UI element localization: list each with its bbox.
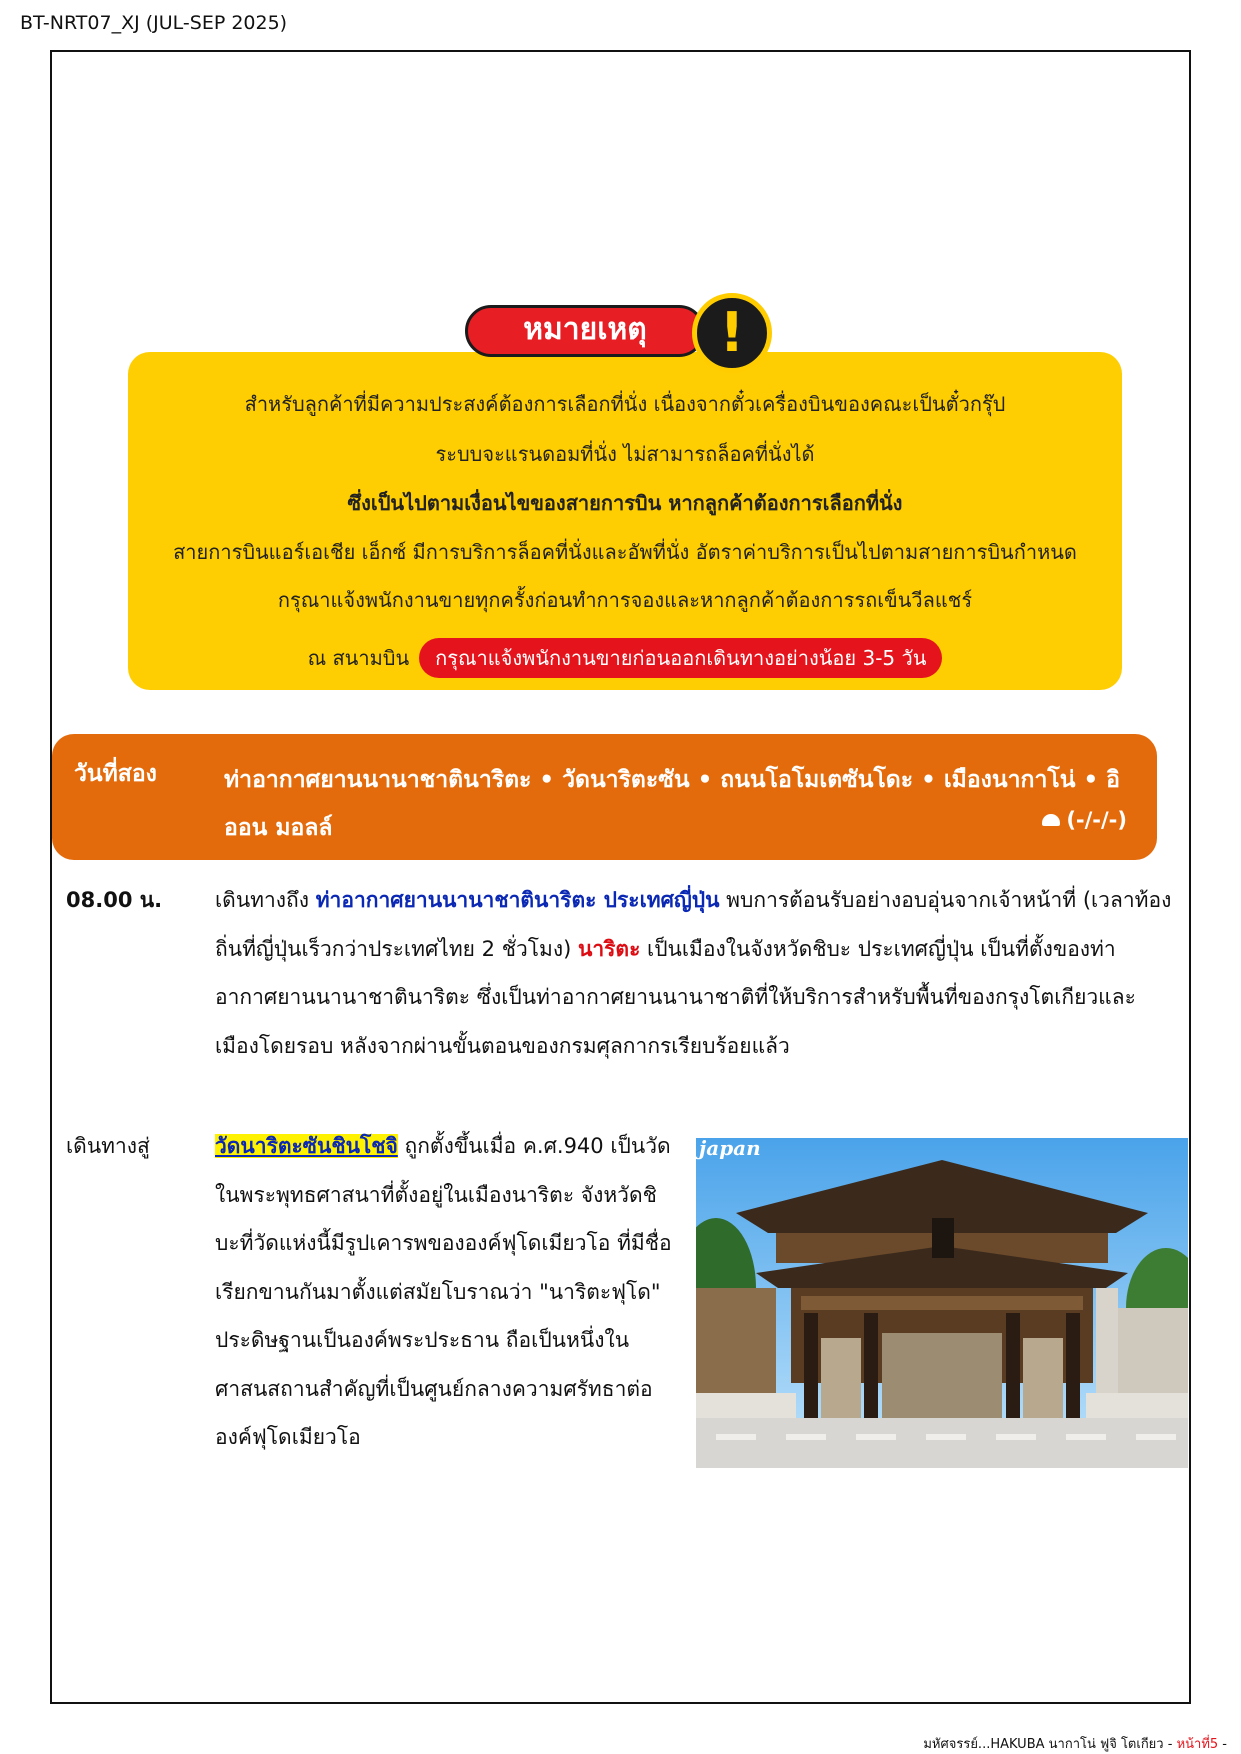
notice-line-5: กรุณาแจ้งพนักงานขายทุกครั้งก่อนทำการจองและหากลูกค้าต้องการรถเข็นวีลแชร์ — [277, 588, 973, 612]
notice-airport-label: ณ สนามบิน — [307, 646, 410, 670]
notice-line-6 — [128, 638, 1122, 678]
document-code: BT-NRT07_XJ (JUL-SEP 2025) — [20, 12, 288, 34]
page-footer — [923, 1733, 1227, 1754]
notice-title: หมายเหตุ — [465, 305, 705, 357]
temple-description: ถูกตั้งขึ้นเมื่อ ค.ศ.940 เป็นวัดในพระพุทธศาสนาที่ตั้งอยู่ในเมืองนาริตะ จังหวัดชิบะที่วัดแห่งนี้มีรูปเคารพขององค์ฟุโดเมียวโอ ที่มีชื่อเรียกขานกันมาตั้งแต่สมัยโบราณว่า "นาริตะฟุโด" ประดิษฐานเป็นองค์พระประธาน ถือเป็นหนึ่งในศาสนสถานสำคัญที่เป็นศูนย์กลางความศรัทธาต่อองค์ฟุโดเมียวโอ — [215, 1134, 672, 1449]
photo-watermark: japan — [699, 1136, 761, 1160]
day-label: วันที่สอง — [74, 761, 157, 787]
notice-box — [128, 352, 1122, 690]
notice-line-2: ระบบจะแรนดอมที่นั่ง ไม่สามารถล็อคที่นั่งได้ — [435, 442, 815, 466]
footer-suffix: - — [1218, 1737, 1227, 1752]
meal-icon — [1042, 814, 1060, 826]
arrival-text-2: พบการต้อนรับอย่างอบอุ่นจากเจ้าหน้าที่ (เวลาท้องถิ่นที่ญี่ปุ่นเร็วกว่าประเทศไทย 2 ชั่วโมง) — [215, 888, 1172, 961]
footer-text: มหัศจรรย์...HAKUBA นากาโน่ ฟูจิ โตเกียว - — [923, 1737, 1177, 1752]
time-label-0800: 08.00 น. — [66, 888, 163, 912]
temple-gate-illustration — [696, 1138, 1188, 1468]
itinerary-text-temple — [215, 1122, 680, 1462]
notice-wheelchair-pill: กรุณาแจ้งพนักงานขายก่อนออกเดินทางอย่างน้อย 3-5 วัน — [419, 638, 942, 678]
day-meals — [1042, 808, 1127, 832]
arrival-highlight-narita: นาริตะ — [578, 936, 641, 961]
notice-line-1: สำหรับลูกค้าที่มีความประสงค์ต้องการเลือกที่นั่ง เนื่องจากตั๋วเครื่องบินของคณะเป็นตั๋วกรุ๊ป — [244, 392, 1006, 416]
footer-page-number: หน้าที่5 — [1176, 1737, 1219, 1752]
temple-highlight: วัดนาริตะซันชินโชจิ — [215, 1134, 398, 1158]
meals-value: (-/-/-) — [1066, 808, 1127, 832]
exclamation-glyph: ! — [719, 301, 745, 364]
exclamation-icon — [692, 293, 772, 373]
temple-gate-image — [696, 1138, 1188, 1468]
notice-line-3: ซึ่งเป็นไปตามเงื่อนไขของสายการบิน หากลูกค้าต้องการเลือกที่นั่ง — [347, 491, 903, 515]
arrival-text-3: เป็นเมืองในจังหวัดชิบะ ประเทศญี่ปุ่น เป็นที่ตั้งของท่าอากาศยานนานาชาตินาริตะ ซึ่งเป็นท่าอากาศยานนานาชาติที่ให้บริการสำหรับพื้นที่ของกรุงโตเกียวและเมืองโดยรอบ หลังจากผ่านขั้นตอนของกรมศุลกากรเรียบร้อยแล้ว — [215, 936, 1136, 1058]
arrival-highlight-airport: ท่าอากาศยานนานาชาตินาริตะ ประเทศญี่ปุ่น — [315, 888, 720, 912]
notice-line-4: สายการบินแอร์เอเชีย เอ็กซ์ มีการบริการล็อคที่นั่งและอัพที่นั่ง อัตราค่าบริการเป็นไปตามสายการบินกำหนด — [173, 540, 1077, 564]
time-label-travel: เดินทางสู่ — [66, 1134, 150, 1158]
day-route: ท่าอากาศยานนานาชาตินาริตะ • วัดนาริตะซัน • ถนนโอโมเตซันโดะ • เมืองนากาโน่ • อิออน มอลล์ — [224, 767, 1120, 841]
itinerary-text-arrival — [215, 876, 1175, 1070]
arrival-text-1: เดินทางถึง — [215, 888, 316, 912]
day-banner — [52, 734, 1157, 860]
